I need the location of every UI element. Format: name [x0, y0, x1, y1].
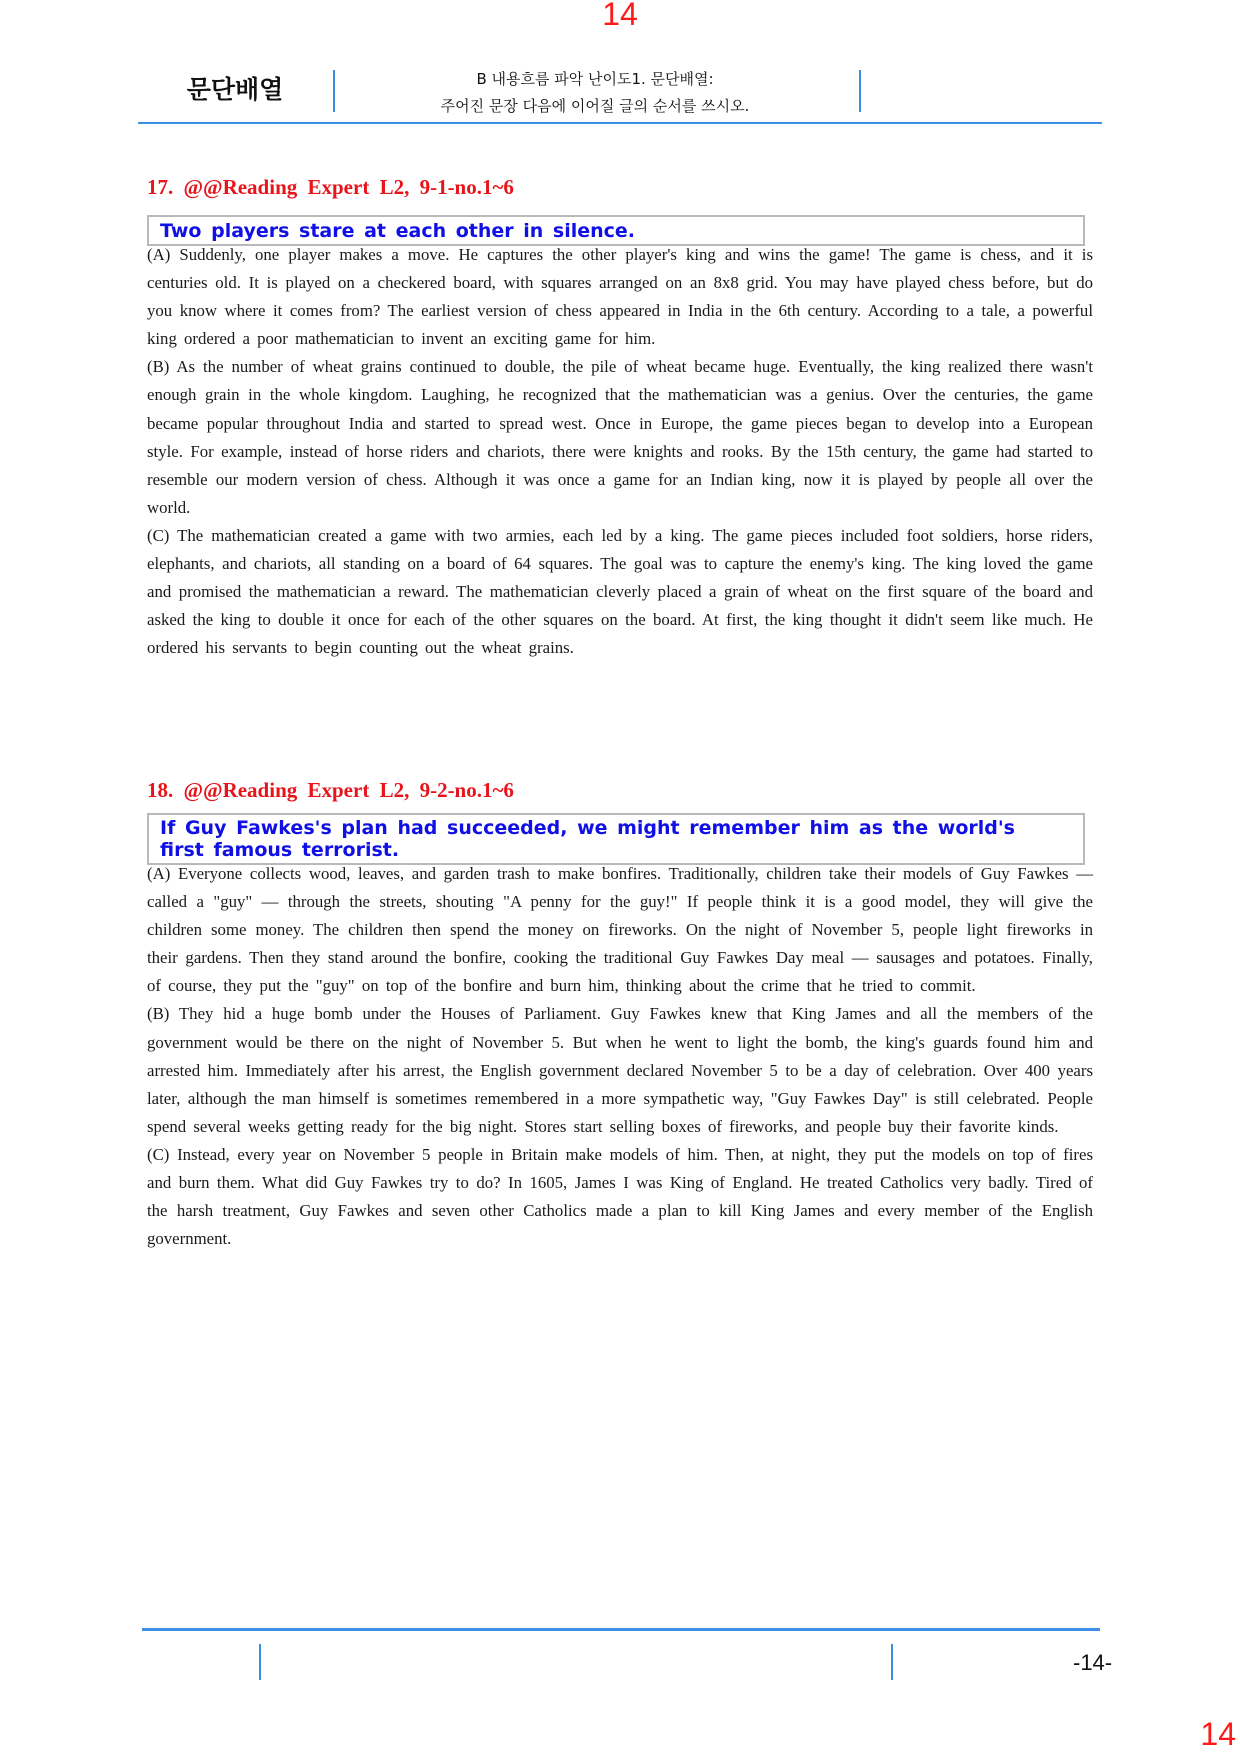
section-label: 문단배열 [186, 75, 284, 104]
question-17-passage [147, 241, 1093, 662]
footer-page-number: -14- [1073, 1650, 1113, 1675]
header-divider-right [859, 70, 861, 112]
page-marker-bottom: 14 [1200, 1716, 1236, 1752]
section-description [335, 66, 855, 120]
footer-rule [142, 1628, 1100, 1631]
footer-divider-left [259, 1644, 261, 1680]
question-17-paragraph-c: (C) The mathematician created a game with two armies, each led by a king. The game pieces included foot soldiers, horse riders, elephants, and chariots, all standing on a board of 64 squares. The goal was to capture the enemy's king. The king loved the game and promised the mathematician a reward. The mathematician cleverly placed a grain of wheat on the first square of the board and asked the king to double it once for each of the other squares on the board. At first, the king thought it didn't seem like much. He ordered his servants to begin counting out the wheat grains. [147, 525, 1093, 658]
header-rule [138, 122, 1102, 124]
question-18-paragraph-b: (B) They hid a huge bomb under the Houses of Parliament. Guy Fawkes knew that King James and all the members of the government would be there on the night of November 5. But when he went to light the bomb, the king's guards found him and arrested him. Immediately after his arrest, the English government declared November 5 to be a day of celebration. Over 400 years later, although the man himself is sometimes remembered in a more sympathetic way, "Guy Fawkes Day" is still celebrated. People spend several weeks getting ready for the big night. Stores start selling boxes of fireworks, and people buy their favorite kinds. [147, 1004, 1093, 1136]
question-17-title: 17. @@Reading Expert L2, 9-1-no.1~6 [147, 175, 514, 199]
page-marker-top: 14 [602, 0, 638, 32]
question-18-paragraph-c: (C) Instead, every year on November 5 people in Britain make models of him. Then, at night, they put the models on top of fires and burn them. What did Guy Fawkes try to do? In 1605, James I was King of England. He treated Catholics very badly. Tired of the harsh treatment, Guy Fawkes and seven other Catholics made a plan to kill King James and every member of the English government. [147, 1144, 1093, 1249]
section-description-line-2: 주어진 문장 다음에 이어질 글의 순서를 쓰시오. [440, 97, 750, 115]
footer-divider-right [891, 1644, 893, 1680]
section-description-line-1: B 내용흐름 파악 난이도1. 문단배열: [476, 70, 714, 88]
question-18-title: 18. @@Reading Expert L2, 9-2-no.1~6 [147, 778, 514, 802]
question-17-given-sentence: Two players stare at each other in silence. [147, 215, 1085, 246]
question-18-passage [147, 860, 1093, 1253]
question-17-paragraph-b: (B) As the number of wheat grains continued to double, the pile of wheat became huge. Eventually, the king realized there wasn't enough grain in the whole kingdom. Laughing, he recognized that the mathematician was a genius. Over the centuries, the game became popular throughout India and started to spread west. Once in Europe, the game pieces began to develop into a European style. For example, instead of horse riders and chariots, there were knights and rooks. By the 15th century, the game had started to resemble our modern version of chess. Although it was once a game for an Indian king, now it is played by people all over the world. [147, 357, 1093, 517]
question-17-paragraph-a: (A) Suddenly, one player makes a move. He captures the other player's king and wins the game! The game is chess, and it is centuries old. It is played on a checkered board, with squares arranged on an 8x8 grid. You may have played chess before, but do you know where it comes from? The earliest version of chess appeared in India in the 6th century. According to a tale, a powerful king ordered a poor mathematician to invent an exciting game for him. [147, 245, 1093, 349]
question-18-given-sentence: If Guy Fawkes's plan had succeeded, we might remember him as the world's first famous terrorist. [147, 813, 1085, 865]
question-18-paragraph-a: (A) Everyone collects wood, leaves, and garden trash to make bonfires. Traditionally, children take their models of Guy Fawkes — called a "guy" — through the streets, shouting "A penny for the guy!" If people think it is a good model, they will give the children some money. The children then spend the money on fireworks. On the night of November 5, people light fireworks in their gardens. Then they stand around the bonfire, cooking the traditional Guy Fawkes Day meal — sausages and potatoes. Finally, of course, they put the "guy" on top of the bonfire and burn him, thinking about the crime that he tried to commit. [147, 864, 1093, 996]
